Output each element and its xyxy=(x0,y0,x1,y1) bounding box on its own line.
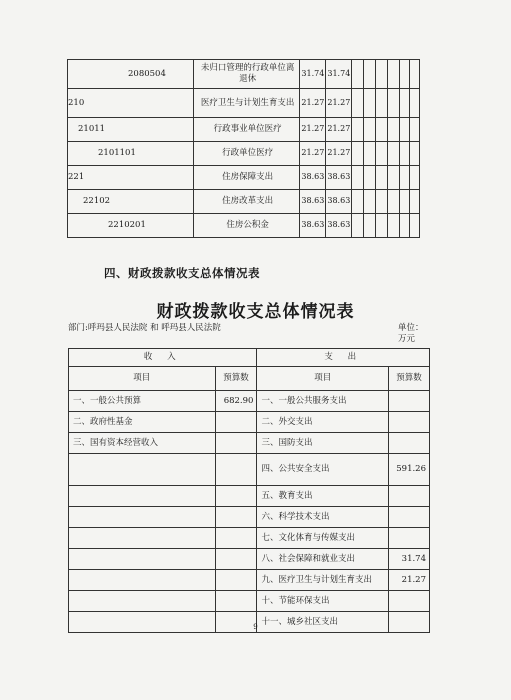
empty-cell xyxy=(364,89,376,118)
expense-item: 三、国防支出 xyxy=(257,433,389,454)
empty-cell xyxy=(388,89,400,118)
empty-cell xyxy=(376,60,388,89)
department-label: 部门:呼玛县人民法院 和 呼玛县人民法院 xyxy=(68,323,221,333)
income-value: 682.90 xyxy=(215,391,257,412)
expense-value: 591.26 xyxy=(389,454,430,486)
expense-budget-header: 预算数 xyxy=(389,367,430,391)
income-value xyxy=(215,433,257,454)
unit-label: 单位：万元 xyxy=(398,323,424,344)
table-title: 财政拨款收支总体情况表 xyxy=(156,302,355,322)
row-code: 22102 xyxy=(68,190,194,214)
row-code: 2080504 xyxy=(68,60,194,89)
row-name: 行政事业单位医疗 xyxy=(193,118,300,142)
table-row xyxy=(69,549,430,570)
empty-cell xyxy=(410,214,420,238)
empty-cell xyxy=(376,142,388,166)
empty-cell xyxy=(364,60,376,89)
row-name: 住房公积金 xyxy=(193,214,300,238)
empty-cell xyxy=(388,214,400,238)
empty-cell xyxy=(400,89,410,118)
table-row xyxy=(68,118,420,142)
expense-item-header: 项目 xyxy=(257,367,389,391)
expense-value xyxy=(389,507,430,528)
income-value xyxy=(215,486,257,507)
income-item-header: 项目 xyxy=(69,367,216,391)
income-item xyxy=(69,528,216,549)
empty-cell xyxy=(352,118,364,142)
expense-value xyxy=(389,391,430,412)
expense-item: 五、教育支出 xyxy=(257,486,389,507)
table-row xyxy=(69,528,430,549)
table-row xyxy=(68,142,420,166)
row-value-1: 21.27 xyxy=(300,118,326,142)
income-item xyxy=(69,507,216,528)
row-value-1: 38.63 xyxy=(300,190,326,214)
expense-value: 31.74 xyxy=(389,549,430,570)
income-item xyxy=(69,570,216,591)
row-value-1: 21.27 xyxy=(300,89,326,118)
row-name: 住房改革支出 xyxy=(193,190,300,214)
expense-value xyxy=(389,591,430,612)
expense-item: 四、公共安全支出 xyxy=(257,454,389,486)
empty-cell xyxy=(364,214,376,238)
expense-item: 六、科学技术支出 xyxy=(257,507,389,528)
empty-cell xyxy=(352,190,364,214)
table-row xyxy=(68,166,420,190)
table-row xyxy=(69,412,430,433)
expense-header: 支 出 xyxy=(257,349,430,367)
empty-cell xyxy=(388,142,400,166)
row-code: 2101101 xyxy=(68,142,194,166)
empty-cell xyxy=(388,190,400,214)
table-row xyxy=(68,214,420,238)
table-row xyxy=(69,570,430,591)
row-value-2: 21.27 xyxy=(326,118,352,142)
expense-detail-table xyxy=(67,59,420,238)
page-number: 9 xyxy=(253,623,258,631)
row-name: 住房保障支出 xyxy=(193,166,300,190)
empty-cell xyxy=(352,142,364,166)
row-name: 医疗卫生与计划生育支出 xyxy=(193,89,300,118)
row-value-1: 21.27 xyxy=(300,142,326,166)
expense-item: 七、文化体育与传媒支出 xyxy=(257,528,389,549)
row-value-2: 21.27 xyxy=(326,142,352,166)
empty-cell xyxy=(400,118,410,142)
row-value-1: 38.63 xyxy=(300,214,326,238)
expense-item: 一、一般公共服务支出 xyxy=(257,391,389,412)
table-row xyxy=(68,89,420,118)
row-value-2: 31.74 xyxy=(326,60,352,89)
empty-cell xyxy=(410,118,420,142)
income-item: 三、国有资本经营收入 xyxy=(69,433,216,454)
income-header: 收 入 xyxy=(69,349,257,367)
empty-cell xyxy=(388,60,400,89)
row-code: 21011 xyxy=(68,118,194,142)
expense-item: 十、节能环保支出 xyxy=(257,591,389,612)
empty-cell xyxy=(352,89,364,118)
empty-cell xyxy=(364,190,376,214)
table-row xyxy=(69,507,430,528)
empty-cell xyxy=(376,118,388,142)
income-item: 一、一般公共预算 xyxy=(69,391,216,412)
income-item xyxy=(69,549,216,570)
empty-cell xyxy=(352,214,364,238)
row-value-1: 38.63 xyxy=(300,166,326,190)
row-name: 行政单位医疗 xyxy=(193,142,300,166)
expense-value xyxy=(389,528,430,549)
empty-cell xyxy=(410,166,420,190)
expense-item: 二、外交支出 xyxy=(257,412,389,433)
row-value-2: 38.63 xyxy=(326,190,352,214)
table-row xyxy=(68,60,420,89)
row-code: 2210201 xyxy=(68,214,194,238)
empty-cell xyxy=(400,214,410,238)
income-value xyxy=(215,549,257,570)
expense-item: 九、医疗卫生与计划生育支出 xyxy=(257,570,389,591)
row-value-2: 38.63 xyxy=(326,166,352,190)
table-row xyxy=(69,433,430,454)
empty-cell xyxy=(388,118,400,142)
row-name: 未归口管理的行政单位离退休 xyxy=(193,60,300,89)
expense-value xyxy=(389,412,430,433)
revenue-expense-table xyxy=(68,348,430,633)
income-item: 二、政府性基金 xyxy=(69,412,216,433)
table-row xyxy=(68,190,420,214)
empty-cell xyxy=(352,60,364,89)
income-value xyxy=(215,570,257,591)
section-heading: 四、财政拨款收支总体情况表 xyxy=(104,266,260,280)
income-value xyxy=(215,412,257,433)
empty-cell xyxy=(410,190,420,214)
income-value xyxy=(215,454,257,486)
table-row xyxy=(69,391,430,412)
empty-cell xyxy=(400,60,410,89)
empty-cell xyxy=(400,166,410,190)
table-row xyxy=(69,454,430,486)
empty-cell xyxy=(376,166,388,190)
row-code: 221 xyxy=(68,166,194,190)
row-value-2: 38.63 xyxy=(326,214,352,238)
income-budget-header: 预算数 xyxy=(215,367,257,391)
empty-cell xyxy=(364,118,376,142)
income-value xyxy=(215,507,257,528)
expense-item: 八、社会保障和就业支出 xyxy=(257,549,389,570)
expense-value xyxy=(389,433,430,454)
income-item xyxy=(69,454,216,486)
income-value xyxy=(215,591,257,612)
row-value-2: 21.27 xyxy=(326,89,352,118)
empty-cell xyxy=(410,142,420,166)
empty-cell xyxy=(410,60,420,89)
expense-value xyxy=(389,486,430,507)
empty-cell xyxy=(388,166,400,190)
expense-value: 21.27 xyxy=(389,570,430,591)
empty-cell xyxy=(400,190,410,214)
income-item xyxy=(69,486,216,507)
table-row xyxy=(69,486,430,507)
expense-item: 十一、城乡社区支出 xyxy=(257,612,389,633)
empty-cell xyxy=(376,190,388,214)
empty-cell xyxy=(364,142,376,166)
empty-cell xyxy=(410,89,420,118)
row-code: 210 xyxy=(68,89,194,118)
empty-cell xyxy=(400,142,410,166)
income-item xyxy=(69,591,216,612)
empty-cell xyxy=(364,166,376,190)
row-value-1: 31.74 xyxy=(300,60,326,89)
empty-cell xyxy=(352,166,364,190)
income-value xyxy=(215,528,257,549)
empty-cell xyxy=(376,214,388,238)
table-row xyxy=(69,591,430,612)
empty-cell xyxy=(376,89,388,118)
